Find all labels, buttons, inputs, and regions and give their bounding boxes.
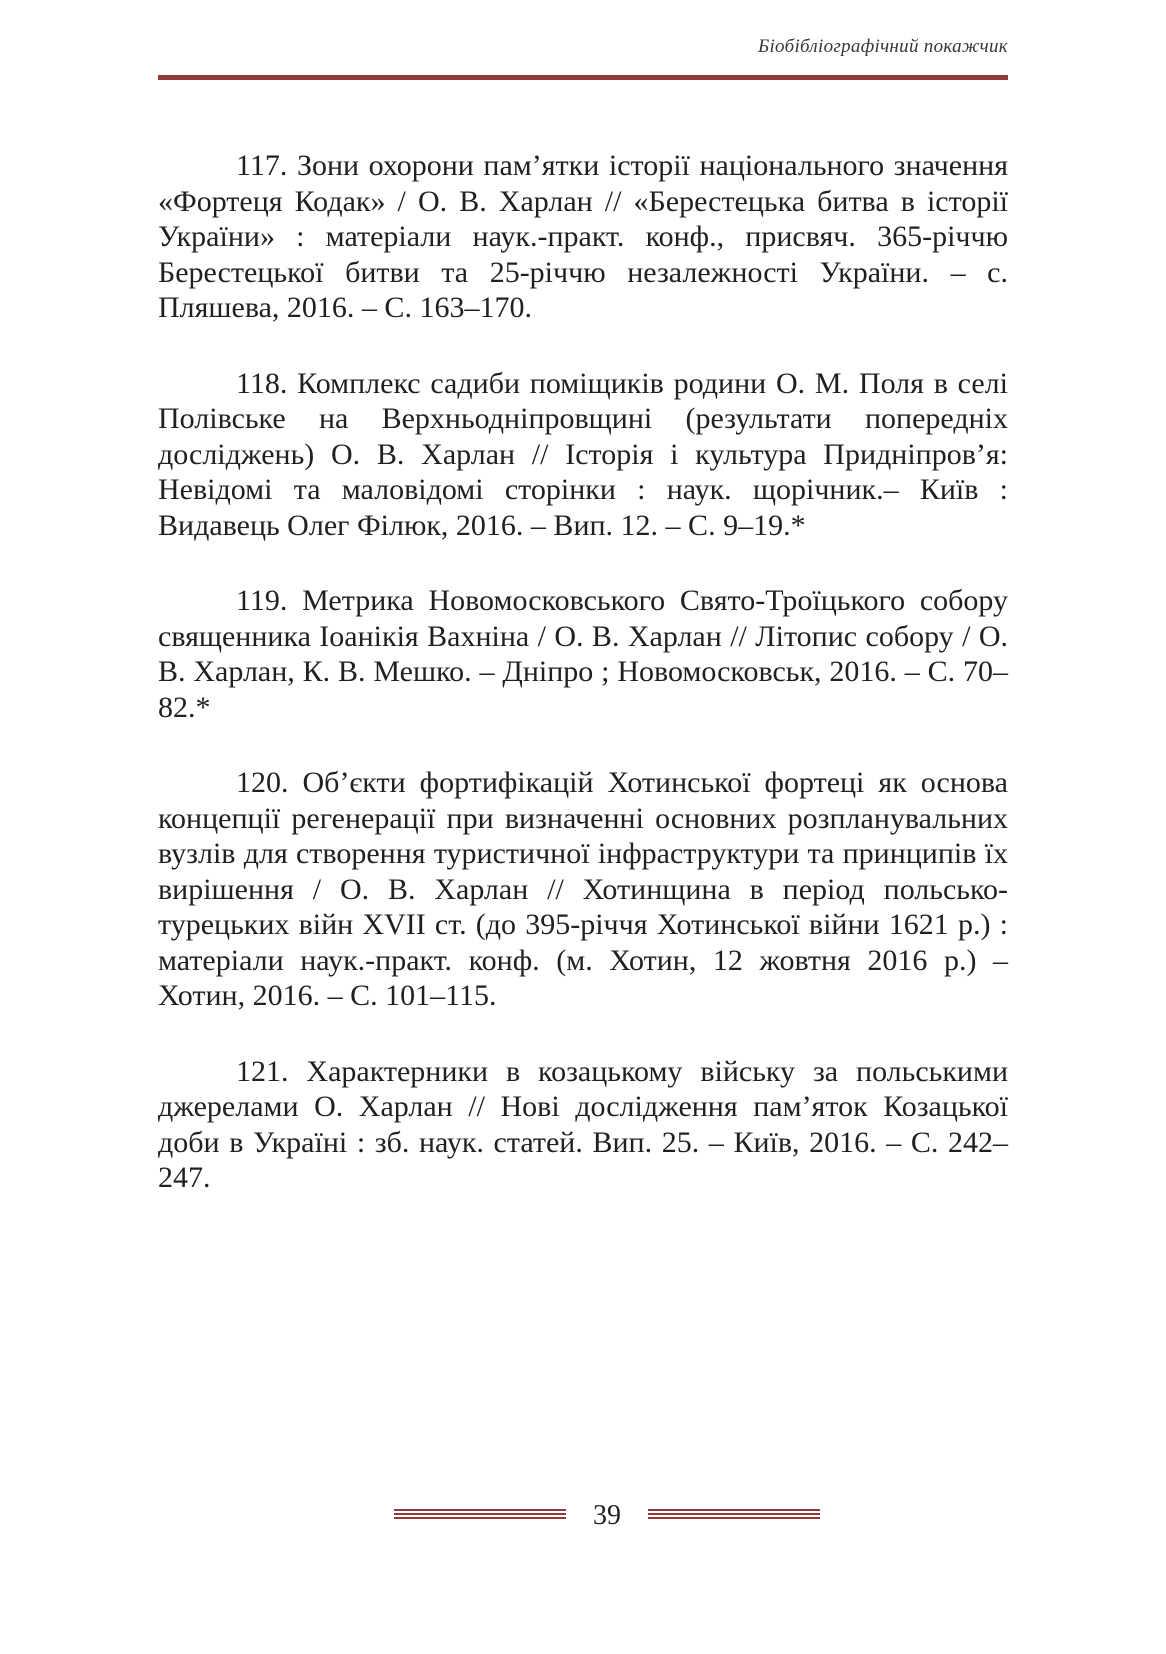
bibliography-entry-120: 120. Об’єкти фортифікацій Хотинської фортеці як основа концепції регенерації при визначенні основних розпланувальних вузлів для створення туристичної інфраструктури та принципів їх вирішення / О. В. Харлан // Хотинщина в період польсько-турецьких війн XVII ст. (до 395-річчя Хотинської війни 1621 р.) : матеріали наук.-практ. конф. (м. Хотин, 12 жовтня 2016 р.) – Хотин, 2016. – С. 101–115.: [158, 766, 1008, 1012]
header-rule: [158, 75, 1008, 80]
bibliography-entry-119: 119. Метрика Новомосковського Свято-Троїцького собору священника Іоанікія Вахніна / О. В. Харлан // Літопис собору / О. В. Харлан, К. В. Мешко. – Дніпро ; Новомосковськ, 2016. – С. 70–82.*: [158, 584, 1008, 724]
footer-ornament-right: [648, 1509, 820, 1523]
page-footer: [0, 1498, 1166, 1538]
page-number: 39: [593, 1500, 621, 1531]
running-header-title: Біобібліографічний покажчик: [757, 36, 1008, 57]
footer-ornament-left: [394, 1509, 566, 1523]
bibliography-entry-121: 121. Характерники в козацькому війську за польськими джерелами О. Харлан // Нові дослідження пам’яток Козацької доби в Україні : зб. наук. статей. Вип. 25. – Київ, 2016. – С. 242–247.: [158, 1054, 1008, 1194]
bibliography-list: [158, 148, 1008, 1236]
bibliography-entry-117: 117. Зони охорони пам’ятки історії національного значення «Фортеця Кодак» / О. В. Харлан // «Берестецька битва в історії України» : матеріали наук.-практ. конф., присвяч. 365-річчю Берестецької битви та 25-річчю незалежності України. – с. Пляшева, 2016. – С. 163–170.: [158, 149, 1008, 324]
bibliography-entry-118: 118. Комплекс садиби поміщиків родини О. М. Поля в селі Полівське на Верхньодніпровщині (результати попередніх досліджень) О. В. Харлан // Історія і культура Придніпров’я: Невідомі та маловідомі сторінки : наук. щорічник.– Київ : Видавець Олег Філюк, 2016. – Вип. 12. – С. 9–19.*: [158, 366, 1008, 542]
